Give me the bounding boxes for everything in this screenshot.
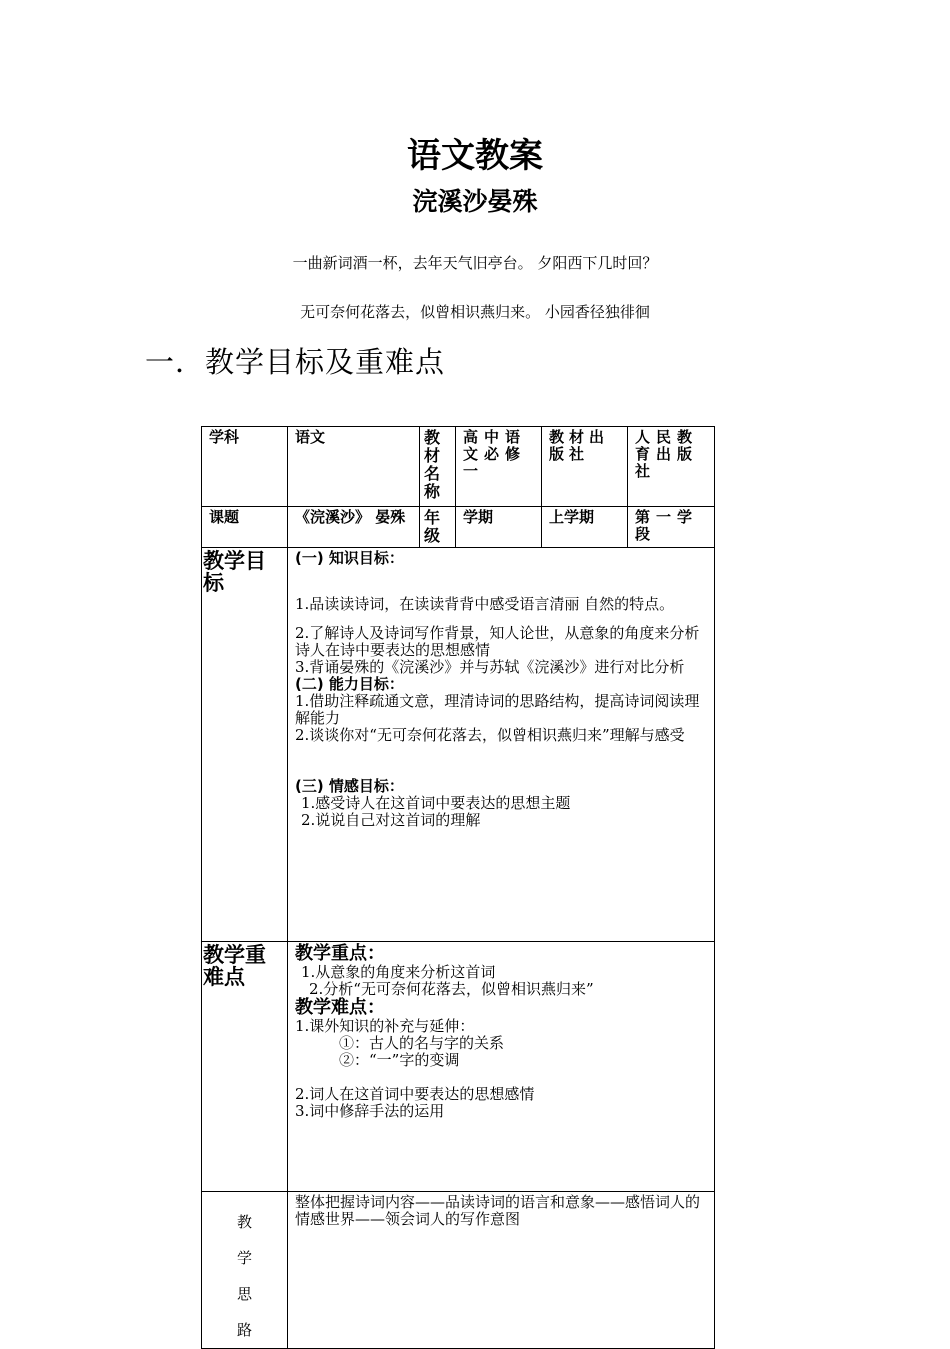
difficulty-item-3: 3.词中修辞手法的运用 [295, 1102, 445, 1120]
keypoints-label: 教学重难点 [202, 942, 288, 1192]
emotion-item-1: 1.感受诗人在这首词中要表达的思想主题 [301, 794, 571, 812]
difficulty-item-1b: ②：“一”字的变调 [339, 1051, 460, 1069]
keypoints-content [288, 942, 715, 1192]
emotion-heading: (三) 情感目标： [295, 777, 404, 795]
grade-value: 学期 [456, 507, 542, 548]
difficulty-item-2: 2.词人在这首词中要表达的思想感情 [295, 1085, 535, 1103]
knowledge-item-3: 3.背诵晏殊的《浣溪沙》并与苏轼《浣溪沙》进行对比分析 [295, 658, 685, 676]
table-row [202, 427, 715, 507]
difficulty-item-1a: ①：古人的名与字的关系 [339, 1034, 505, 1052]
publisher-value: 人民教育出版社 [628, 427, 715, 507]
table-row-approach [202, 1192, 715, 1349]
difficulty-heading: 教学难点： [295, 997, 385, 1018]
subject-value: 语文 [288, 427, 420, 507]
poem-line-2: 无可奈何花落去，似曾相识燕归来。 小园香径独徘徊 [300, 303, 650, 321]
term-label: 上学期 [542, 507, 628, 548]
approach-content: 整体把握诗词内容——品读诗词的语言和意象——感悟词人的情感世界——领会词人的写作意图 [288, 1192, 715, 1349]
lesson-plan-table [201, 426, 715, 1349]
publisher-label: 教材出版社 [542, 427, 628, 507]
subject-label: 学科 [202, 427, 288, 507]
textbook-value: 高中语文必修一 [456, 427, 542, 507]
topic-label: 课题 [202, 507, 288, 548]
topic-value: 《浣溪沙》 晏殊 [288, 507, 420, 548]
ability-item-1: 1.借助注释疏通文意，理清诗词的思路结构，提高诗词阅读理解能力 [295, 692, 700, 727]
difficulty-item-1: 1.课外知识的补充与延伸： [295, 1017, 475, 1035]
section-heading: 一．教学目标及重难点 [145, 345, 446, 379]
table-row-goals [202, 548, 715, 942]
goals-content [288, 548, 715, 942]
document-subtitle: 浣溪沙晏殊 [412, 187, 538, 216]
knowledge-item-1: 1.品读读诗词，在读读背背中感受语言清丽 自然的特点。 [295, 595, 675, 613]
grade-label: 年级 [420, 507, 456, 548]
knowledge-heading: (一) 知识目标： [295, 549, 404, 567]
knowledge-item-2: 2.了解诗人及诗词写作背景，知人论世，从意象的角度来分析诗人在诗中要表达的思想感情 [295, 624, 700, 659]
focus-item-1: 1.从意象的角度来分析这首词 [301, 963, 496, 981]
term-value: 第一学段 [628, 507, 715, 548]
table-row [202, 507, 715, 548]
emotion-item-2: 2.说说自己对这首词的理解 [301, 811, 481, 829]
focus-item-2: 2.分析“无可奈何花落去，似曾相识燕归来” [309, 980, 594, 998]
focus-heading: 教学重点： [295, 943, 385, 964]
table-row-keypoints [202, 942, 715, 1192]
poem-line-1: 一曲新词酒一杯，去年天气旧亭台。 夕阳西下几时回？ [292, 254, 658, 272]
ability-heading: (二) 能力目标： [295, 675, 404, 693]
document-title: 语文教案 [407, 136, 543, 176]
ability-item-2: 2.谈谈你对“无可奈何花落去，似曾相识燕归来”理解与感受 [295, 726, 685, 744]
approach-label-cell [202, 1192, 288, 1349]
goals-label: 教学目标 [202, 548, 288, 942]
approach-label: 教学思路 [236, 1213, 252, 1339]
textbook-label: 教材名称 [420, 427, 456, 507]
